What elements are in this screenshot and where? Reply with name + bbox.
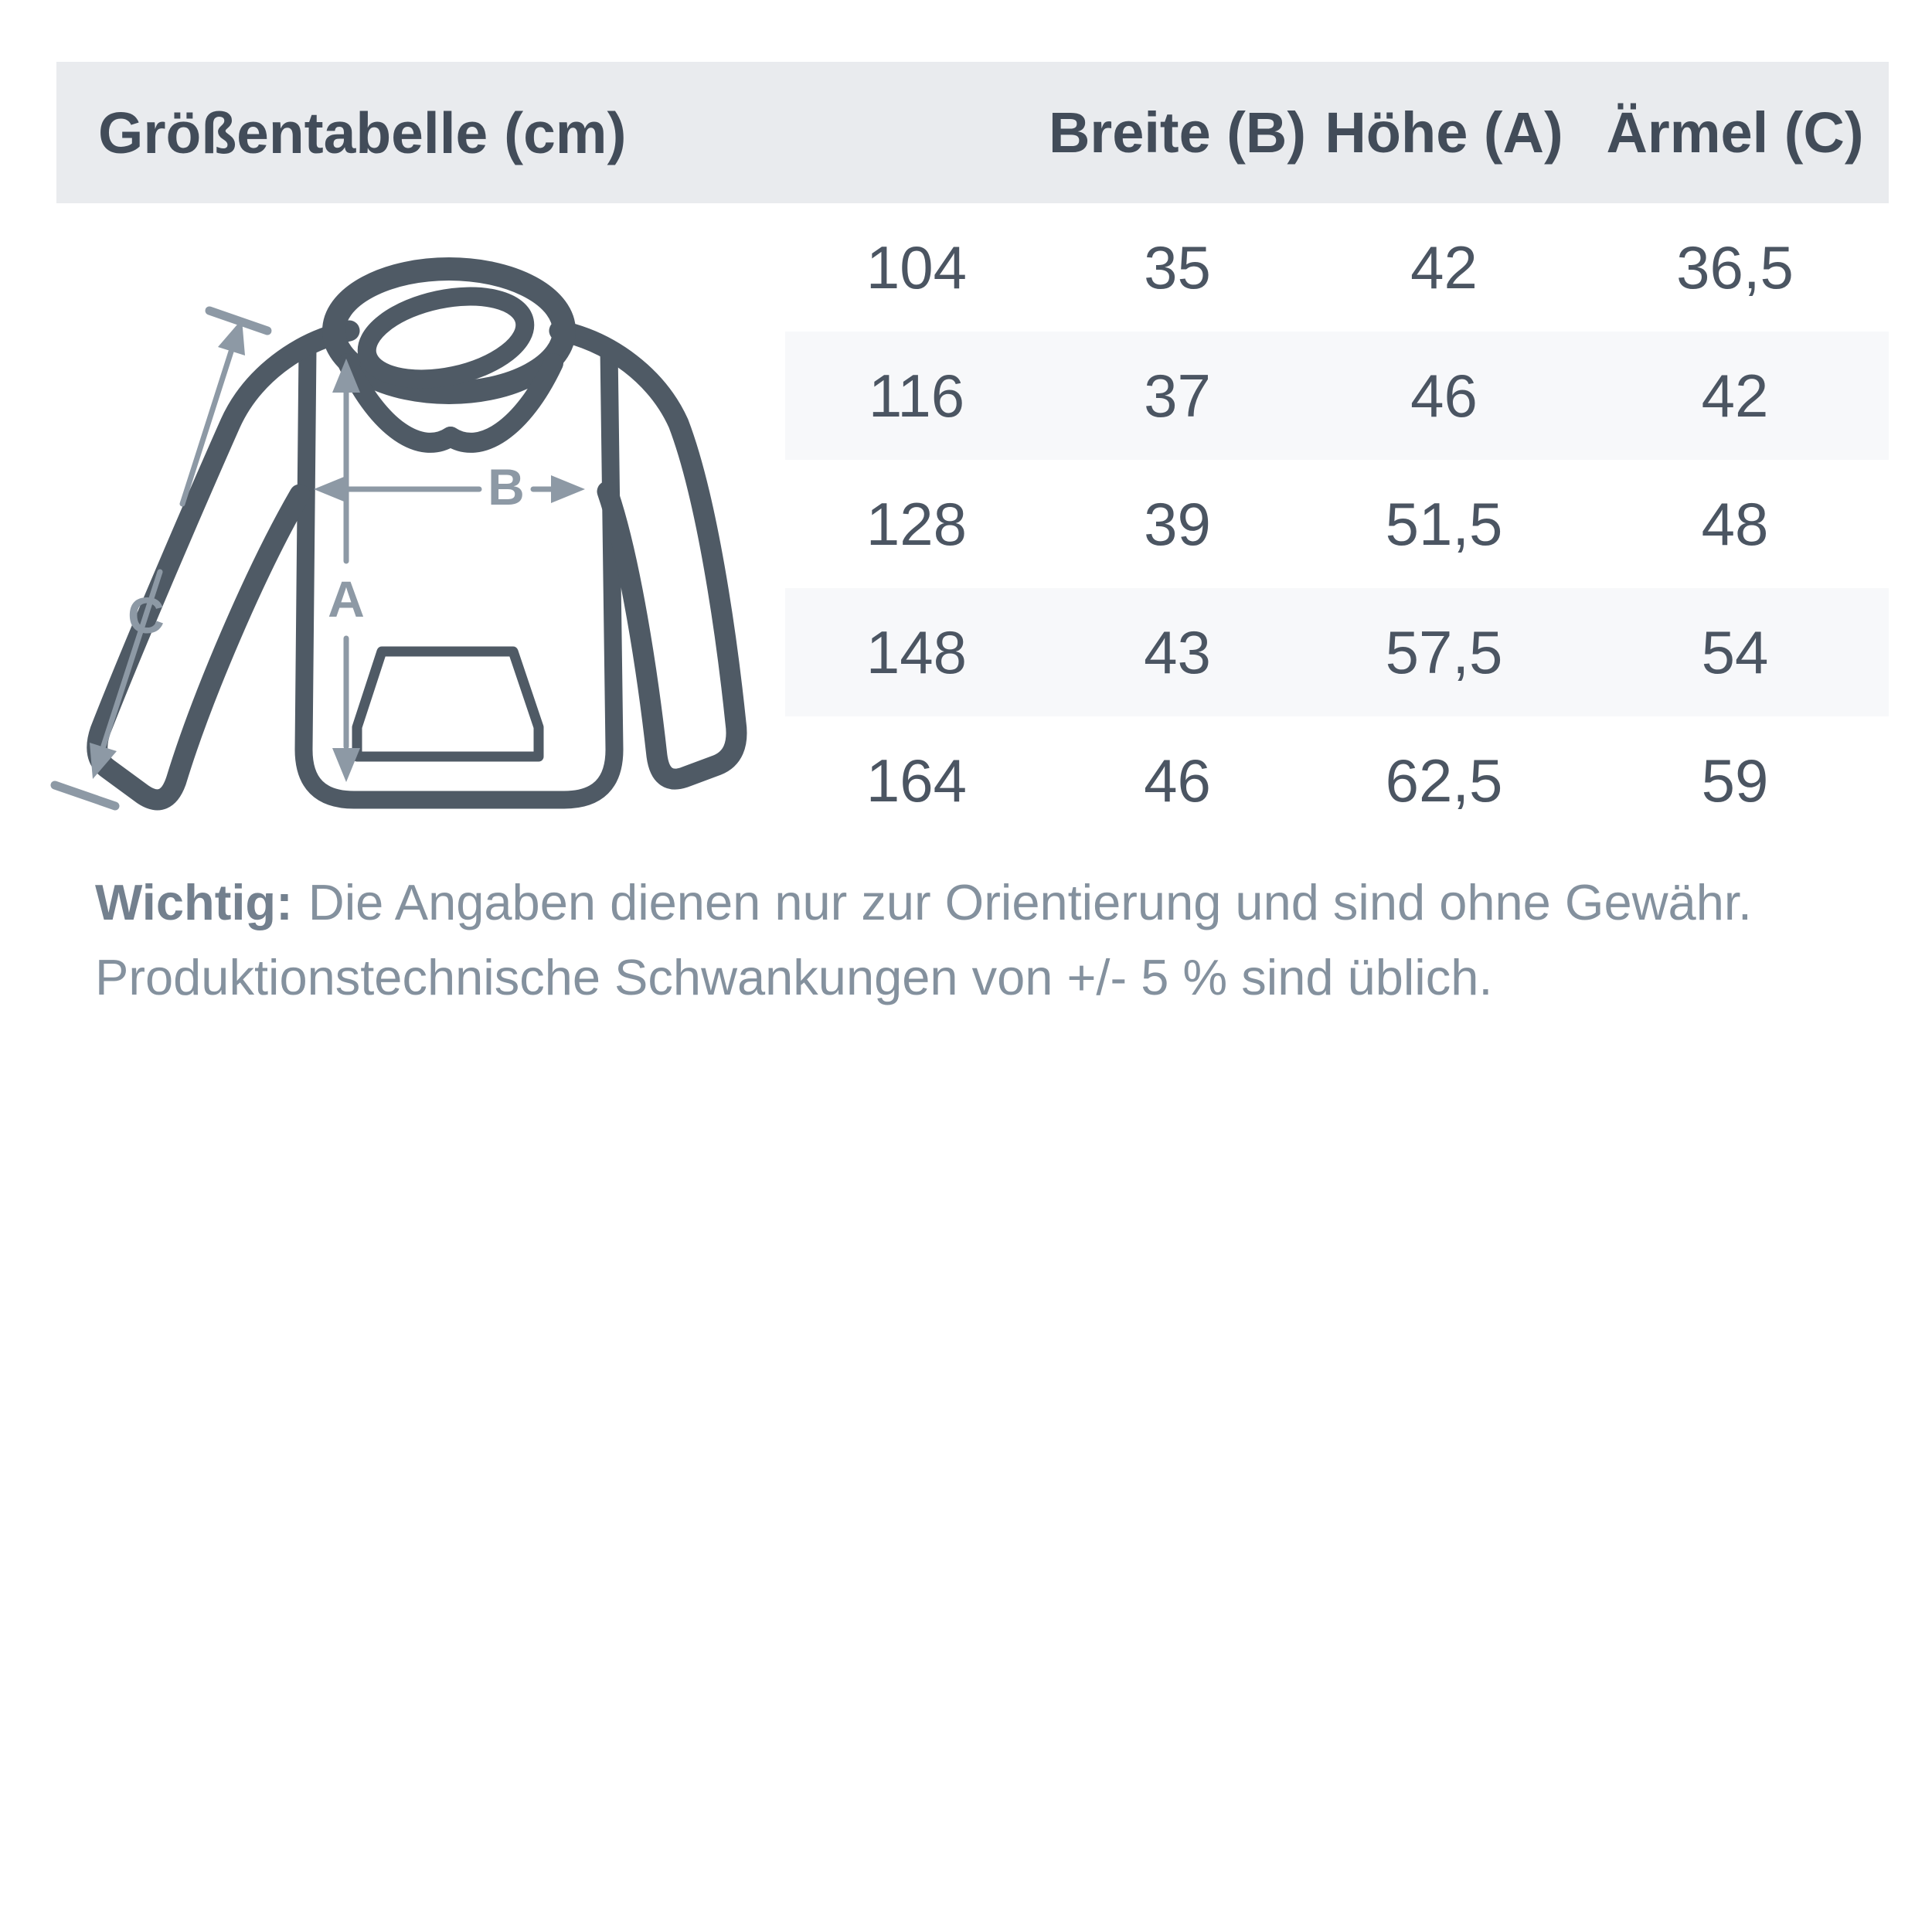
table-row [785,460,1889,588]
table-cell: 48 [1701,489,1769,558]
table-cell: 46 [1144,746,1211,815]
dim-label-c: C [128,587,165,644]
table-body [56,203,1889,845]
table-cell: 164 [866,746,968,815]
table-cell: 59 [1701,746,1769,815]
table-cell: 57,5 [1385,617,1503,686]
column-header-hoehe: Höhe (A) [1325,100,1563,165]
table-cell: 54 [1701,617,1769,686]
hoodie-outline-icon [97,269,736,800]
dim-label-b: B [488,458,525,515]
table-cell: 51,5 [1385,489,1503,558]
note-lead: Wichtig: [95,874,293,930]
table-cell: 62,5 [1385,746,1503,815]
table-cell: 128 [866,489,968,558]
table-row [785,203,1889,332]
table-cell: 35 [1144,233,1211,301]
table-cell: 116 [868,361,965,430]
column-header-breite: Breite (B) [1048,100,1307,165]
table-cell: 46 [1410,361,1478,430]
table-cell: 42 [1701,361,1769,430]
column-header-aermel: Ärmel (C) [1606,100,1864,165]
note-line1: Die Angaben dienen nur zur Orientierung und sind ohne Gewähr. [308,874,1752,930]
page-title: Größentabelle (cm) [98,100,627,165]
table-cell: 37 [1144,361,1211,430]
size-rows [785,203,1889,845]
note-line2: Produktionstechnische Schwankungen von +/- 5 % sind üblich. [95,949,1493,1005]
table-row [785,588,1889,716]
table-cell: 42 [1410,233,1478,301]
arrow-b-icon [314,475,585,503]
hoodie-measurement-diagram [56,203,785,845]
table-cell: 36,5 [1676,233,1794,301]
dim-label-a: A [328,570,365,628]
disclaimer-note [95,865,1889,1015]
table-row [785,332,1889,460]
table-row [785,716,1889,845]
table-cell: 104 [866,233,968,301]
table-header [56,62,1889,203]
table-cell: 39 [1144,489,1211,558]
table-cell: 148 [866,617,968,686]
size-chart-content [56,62,1889,1015]
table-cell: 43 [1144,617,1211,686]
